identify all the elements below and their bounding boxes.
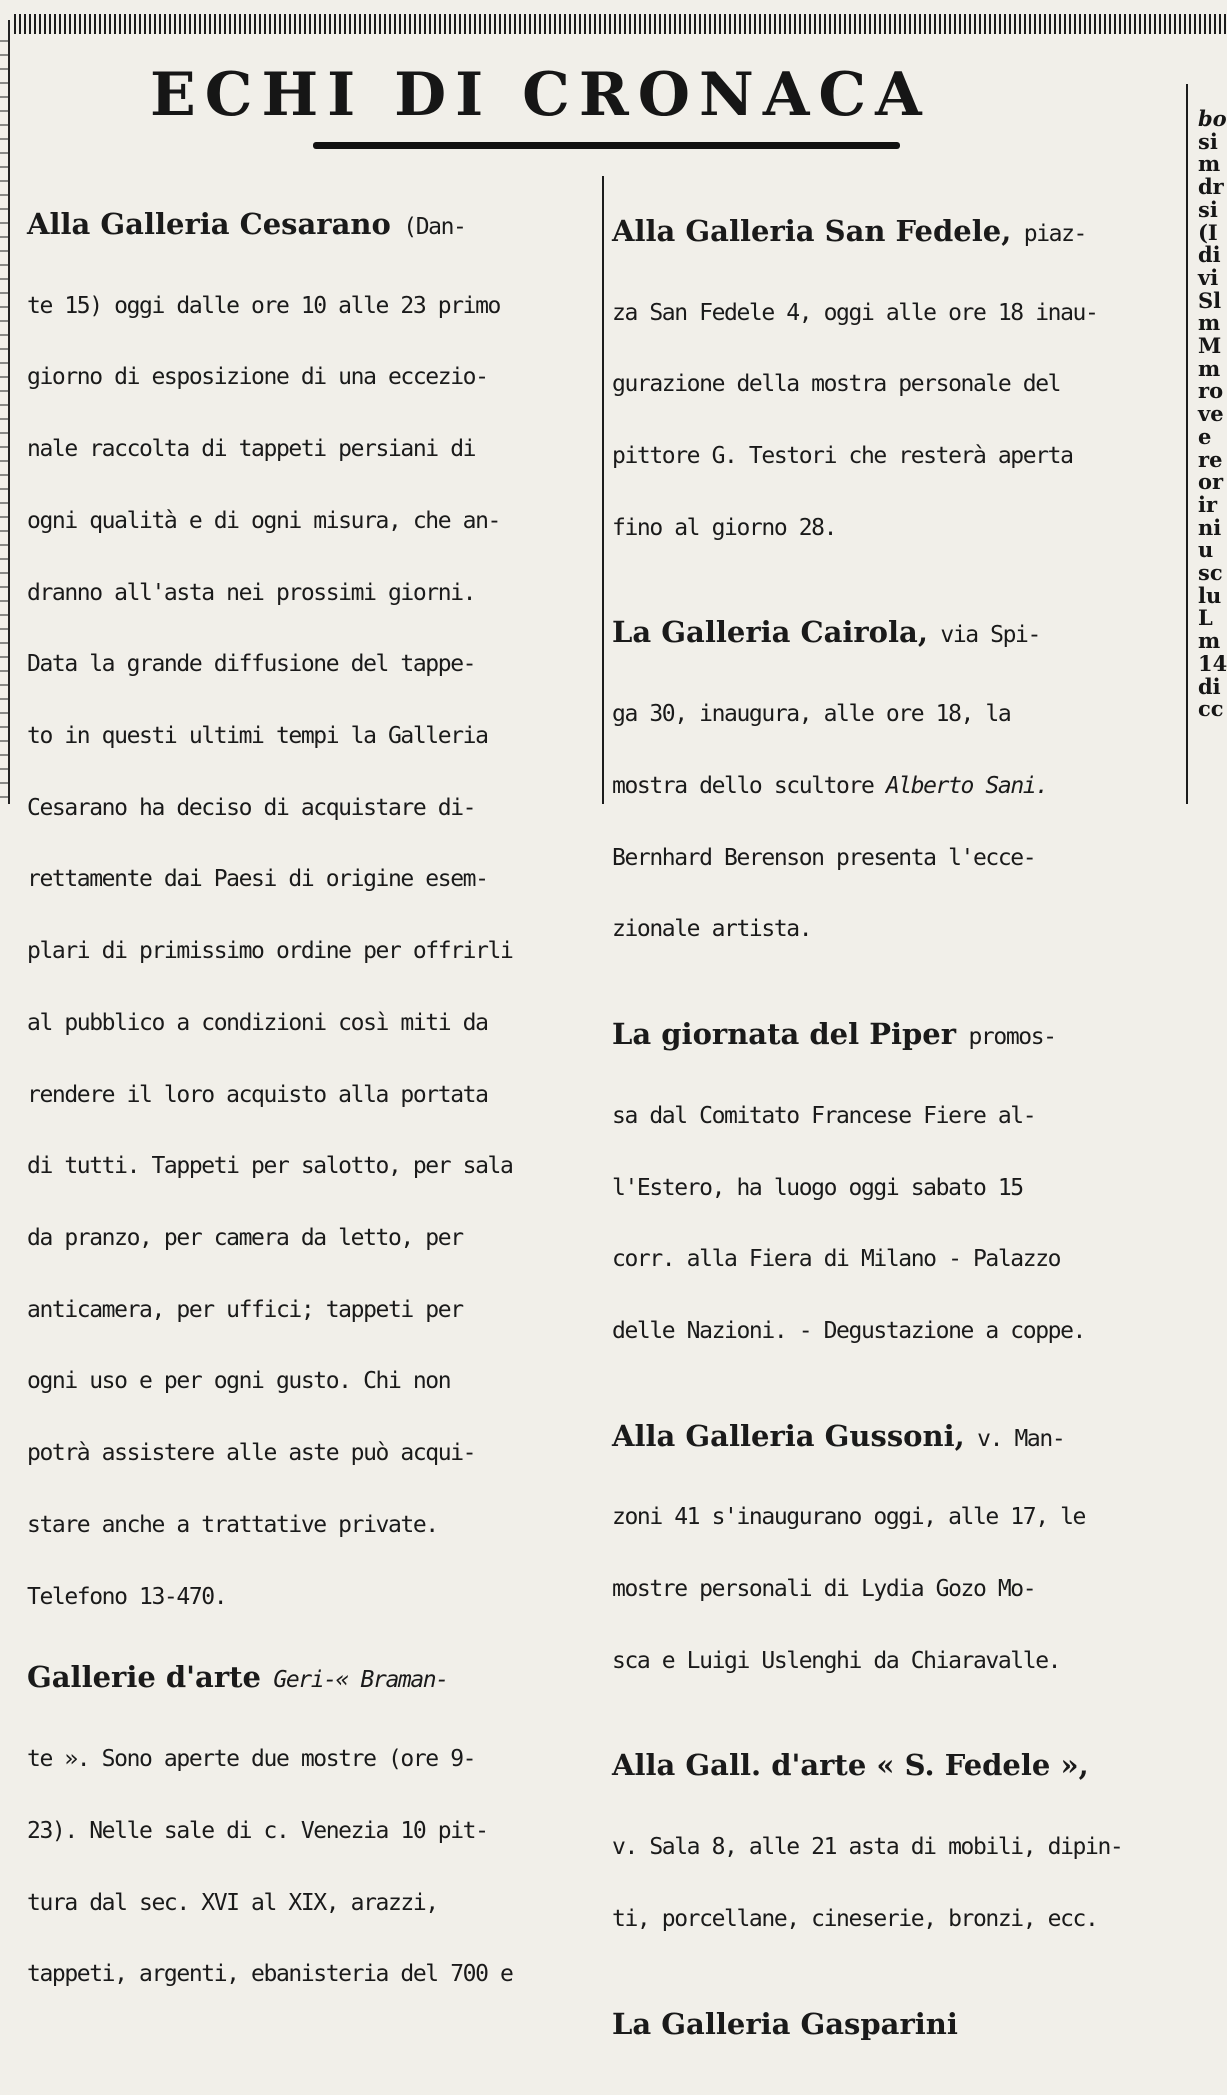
column-3-fragment: ve (1198, 401, 1224, 427)
body-line: Cesarano ha deciso di acquistare di- (27, 794, 476, 821)
body-line: tappeti, argenti, ebanisteria del 700 e (27, 1961, 513, 1988)
column-3-fragment: re (1198, 446, 1223, 472)
column-3-cropped (1198, 108, 1226, 721)
body-line: v. Sala 8, alle 21 asta di mobili, dipin- (612, 1834, 1123, 1861)
right-column-divider (1186, 84, 1188, 804)
body-line: 23). Nelle sale di c. Venezia 10 pit- (27, 1817, 488, 1844)
column-3-fragment: ir (1198, 491, 1218, 517)
body-line: stare anche a trattative private. (27, 1511, 438, 1538)
body-line: Bernhard Berenson presenta l'ecce- (612, 844, 1036, 871)
body-line-italic-name: mostra dello scultore Alberto Sani. (612, 772, 1048, 799)
column-3-fragment: si (1198, 196, 1218, 222)
article-gasparini-lead: La Galleria Gasparini (612, 2006, 958, 2041)
body-line: al pubblico a condizioni così miti da (27, 1009, 488, 1036)
section-headline: ECHI DI CRONACA (150, 60, 931, 130)
body-line: te 15) oggi dalle ore 10 alle 23 primo (27, 292, 500, 319)
column-3-fragment: m (1198, 628, 1221, 654)
body-line: sa dal Comitato Francese Fiere al- (612, 1102, 1036, 1129)
body-line: mostre personali di Lydia Gozo Mo- (612, 1576, 1036, 1603)
article-galleria-cesarano-lead: Alla Galleria Cesarano (Dan- (27, 206, 466, 241)
body-line: l'Estero, ha luogo oggi sabato 15 (612, 1174, 1023, 1201)
body-line: zoni 41 s'inaugurano oggi, alle 17, le (612, 1504, 1085, 1531)
hatched-top-rule (14, 14, 1226, 34)
body-line: fino al giorno 28. (612, 514, 837, 541)
body-line: dranno all'asta nei prossimi giorni. (27, 579, 476, 606)
column-3-fragment: (I (1198, 219, 1218, 245)
body-line: giorno di esposizione di una eccezio- (27, 364, 488, 391)
column-3-fragment: Sl (1198, 287, 1222, 313)
column-1 (27, 156, 597, 2035)
column-3-fragment: m (1198, 355, 1221, 381)
column-3-fragment: lu (1198, 582, 1222, 608)
body-line: pittore G. Testori che resterà aperta (612, 443, 1073, 470)
body-line: Data la grande diffusione del tappe- (27, 651, 476, 678)
body-line: ti, porcellane, cineserie, bronzi, ecc. (612, 1906, 1098, 1932)
column-3-fragment: di (1198, 242, 1221, 268)
body-line: ga 30, inaugura, alle ore 18, la (612, 701, 1011, 728)
body-line: anticamera, per uffici; tappeti per (27, 1296, 463, 1323)
body-line: corr. alla Fiera di Milano - Palazzo (612, 1246, 1061, 1273)
article-san-fedele-lead: Alla Galleria San Fedele, piaz- (612, 213, 1086, 248)
article-gallerie-arte-lead: Gallerie d'arte Geri-« Braman- (27, 1660, 448, 1695)
cropped-left-column (0, 40, 8, 804)
body-line: za San Fedele 4, oggi alle ore 18 inau- (612, 299, 1098, 326)
body-line: zionale artista. (612, 916, 812, 943)
body-line: to in questi ultimi tempi la Galleria (27, 722, 488, 749)
article-cairola-lead: La Galleria Cairola, via Spi- (612, 615, 1040, 650)
column-3-fragment: L (1198, 605, 1213, 631)
column-3-fragment: bo (1198, 106, 1227, 131)
body-line: ogni uso e per ogni gusto. Chi non (27, 1368, 451, 1395)
column-3-fragment: ro (1198, 378, 1224, 404)
body-line: ogni qualità e di ogni misura, che an- (27, 507, 500, 534)
column-3-fragment: vi (1198, 264, 1219, 290)
column-3-fragment: dr (1198, 174, 1224, 200)
column-3-fragment: sc (1198, 560, 1223, 586)
article-gall-arte-sfedele-lead: Alla Gall. d'arte « S. Fedele », (612, 1748, 1089, 1783)
column-divider (602, 176, 604, 804)
column-3-fragment: e (1198, 423, 1212, 449)
article-piper-lead: La giornata del Piper promos- (612, 1017, 1056, 1051)
body-line: gurazione della mostra personale del (612, 371, 1061, 398)
body-line: Telefono 13-470. (27, 1583, 227, 1610)
column-3-fragment: cc (1198, 696, 1224, 722)
article-gussoni-lead: Alla Galleria Gussoni, v. Man- (612, 1418, 1065, 1453)
body-line: potrà assistere alle aste può acqui- (27, 1440, 476, 1467)
column-3-fragment: ni (1198, 514, 1222, 540)
column-3-fragment: di (1198, 673, 1221, 699)
body-line: plari di primissimo ordine per offrirli (27, 938, 513, 965)
body-line: delle Nazioni. - Degustazione a coppe. (612, 1317, 1085, 1344)
body-line: rendere il loro acquisto alla portata (27, 1081, 488, 1108)
body-line: te ». Sono aperte due mostre (ore 9- (27, 1746, 476, 1773)
column-3-fragment: 14 (1198, 650, 1227, 676)
body-line: nale raccolta di tappeti persiani di (27, 436, 476, 463)
left-column-rule (8, 20, 10, 804)
body-line: rettamente dai Paesi di origine esem- (27, 866, 488, 893)
column-3-fragment: u (1198, 537, 1214, 563)
column-2 (612, 163, 1182, 2094)
column-3-fragment: m (1198, 310, 1221, 336)
column-3-fragment: m (1198, 151, 1221, 177)
body-line: sca e Luigi Uslenghi da Chiaravalle. (612, 1647, 1061, 1674)
headline-underline (313, 142, 900, 149)
body-line: di tutti. Tappeti per salotto, per sala (27, 1153, 513, 1180)
body-line: da pranzo, per camera da letto, per (27, 1224, 463, 1251)
column-3-fragment: or (1198, 469, 1224, 495)
body-line: tura dal sec. XVI al XIX, arazzi, (27, 1889, 438, 1916)
column-3-fragment: si (1198, 128, 1218, 154)
column-3-fragment: M (1198, 333, 1222, 359)
